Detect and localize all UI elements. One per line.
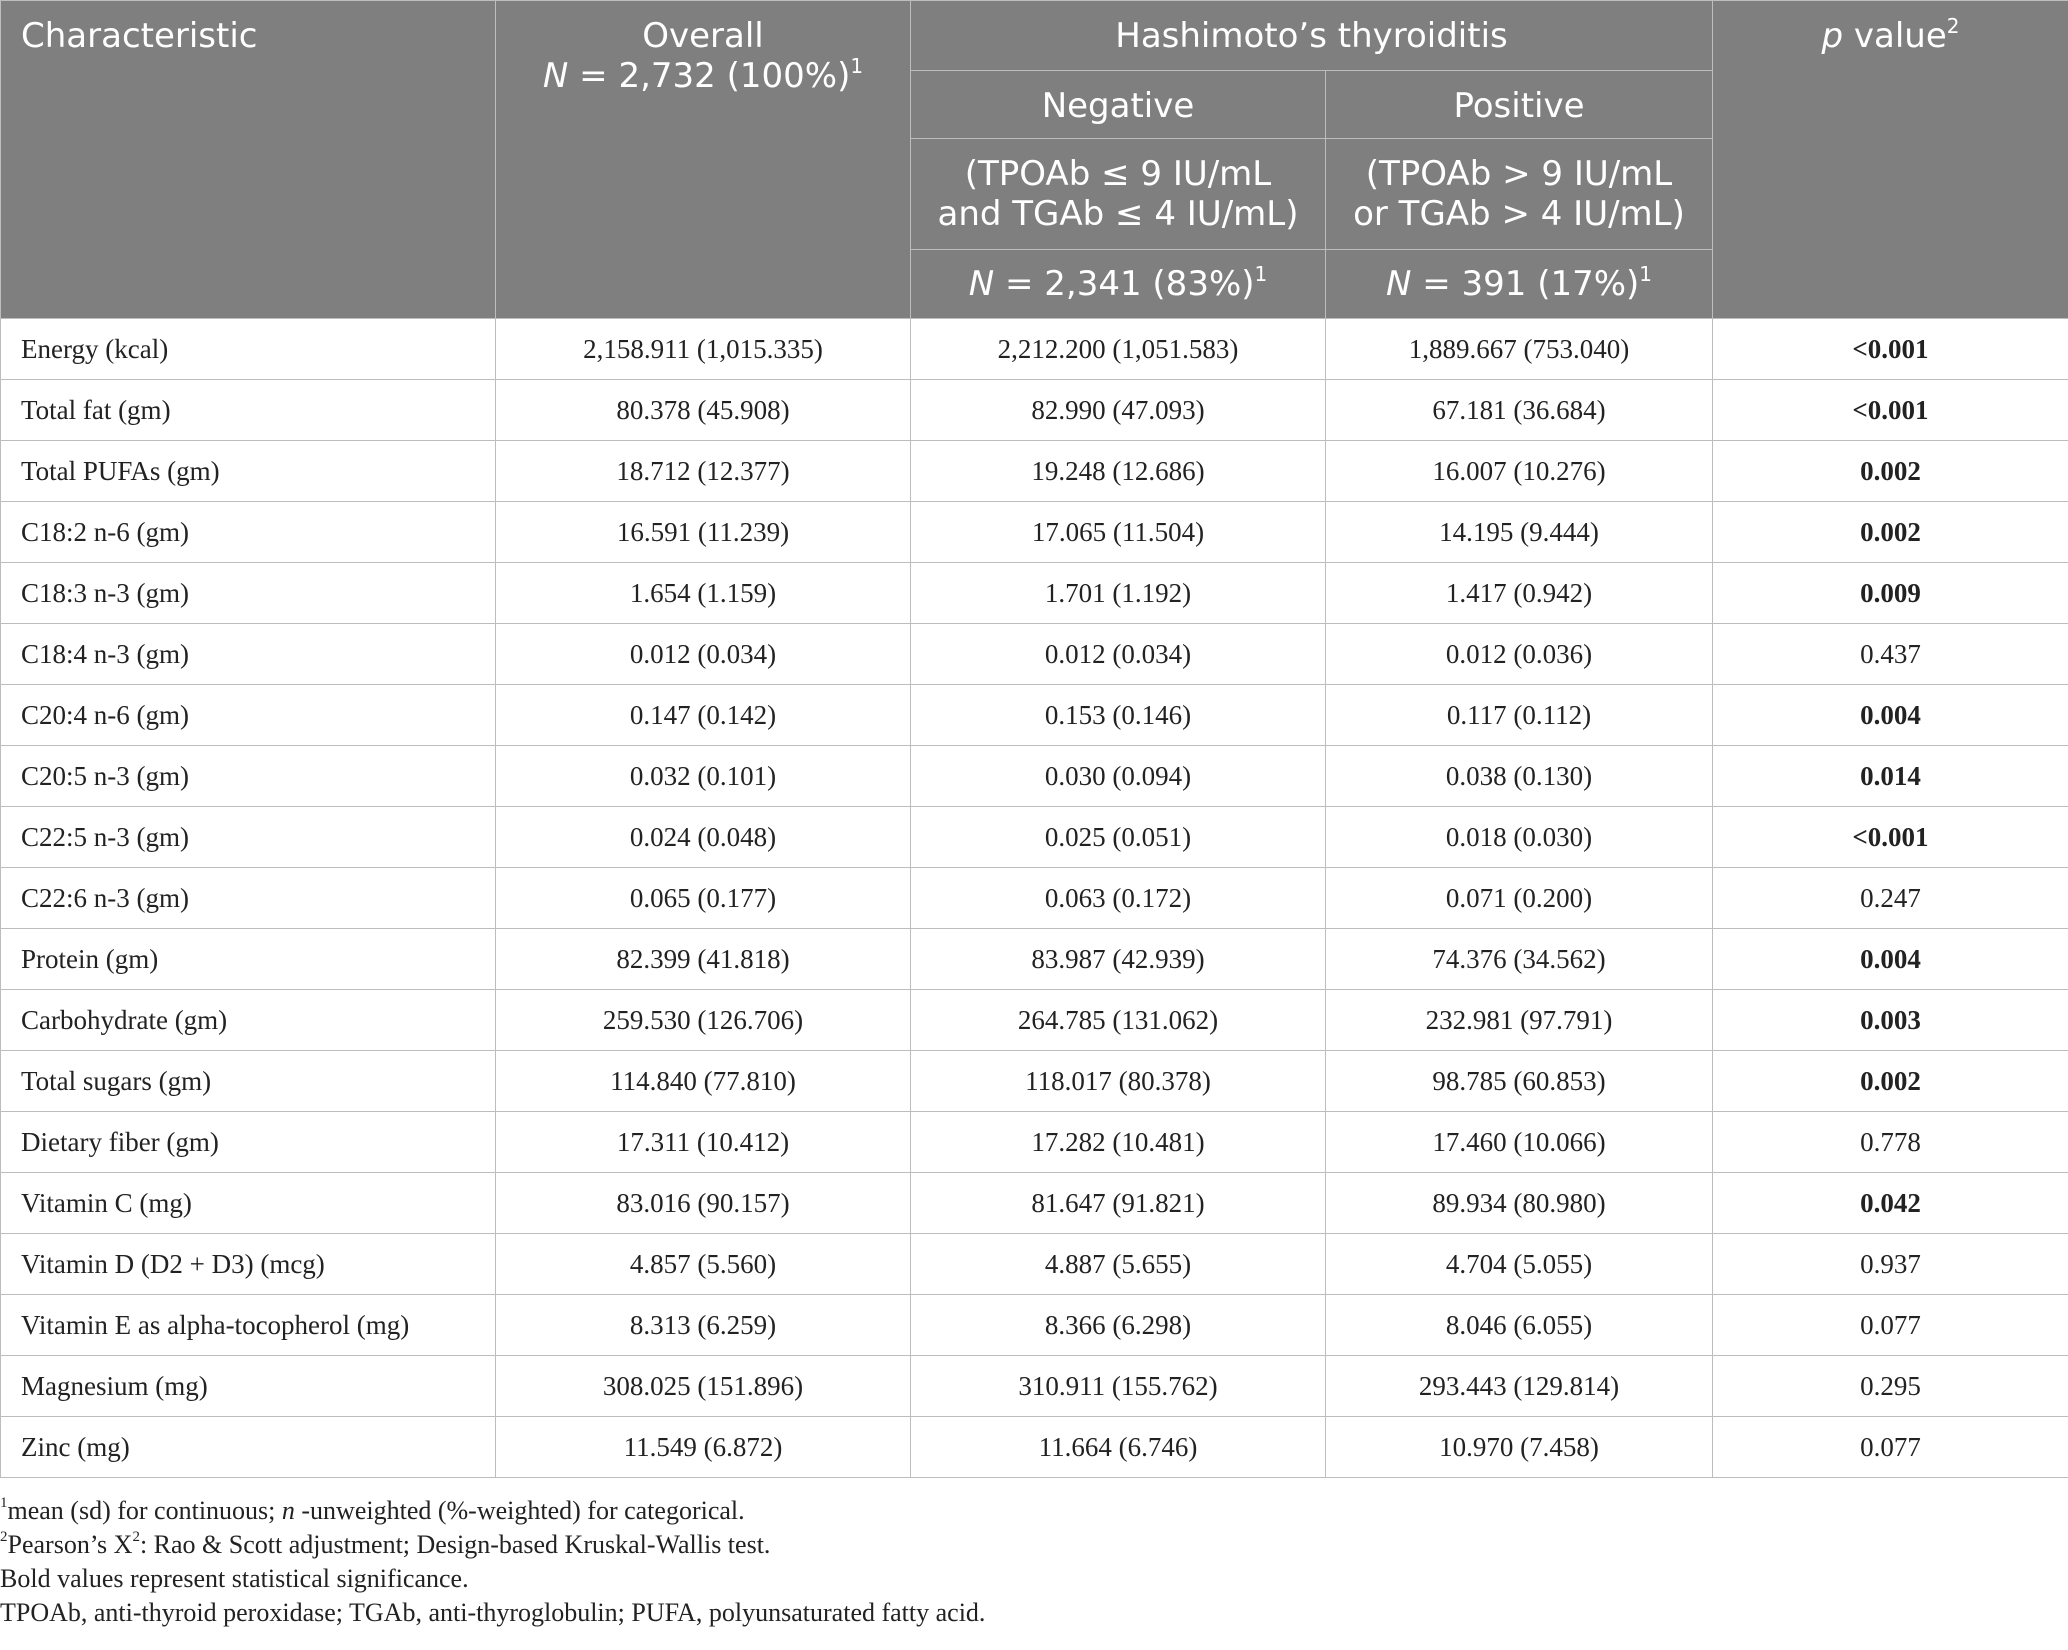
table-row: [1, 807, 2068, 868]
table-header: [1, 1, 2068, 319]
table-row: [1, 380, 2068, 441]
row-label: C20:5 n-3 (gm): [1, 746, 496, 807]
negative-value: 0.030 (0.094): [911, 746, 1326, 807]
header-positive: Positive: [1326, 71, 1713, 139]
positive-value: 8.046 (6.055): [1326, 1295, 1713, 1356]
overall-value: 8.313 (6.259): [496, 1295, 911, 1356]
positive-value: 17.460 (10.066): [1326, 1112, 1713, 1173]
positive-value: 14.195 (9.444): [1326, 502, 1713, 563]
footnote-abbreviations: TPOAb, anti-thyroid peroxidase; TGAb, anti-thyroglobulin; PUFA, polyunsaturated fatty acid.: [0, 1598, 986, 1627]
positive-value: 0.018 (0.030): [1326, 807, 1713, 868]
table-row: [1, 990, 2068, 1051]
positive-value: 1.417 (0.942): [1326, 563, 1713, 624]
row-label: Carbohydrate (gm): [1, 990, 496, 1051]
table-row: [1, 929, 2068, 990]
positive-value: 0.038 (0.130): [1326, 746, 1713, 807]
positive-value: 0.012 (0.036): [1326, 624, 1713, 685]
table-row: [1, 624, 2068, 685]
row-label: Vitamin D (D2 + D3) (mcg): [1, 1234, 496, 1295]
negative-value: 17.065 (11.504): [911, 502, 1326, 563]
row-label: Vitamin E as alpha-tocopherol (mg): [1, 1295, 496, 1356]
p-value: 0.004: [1713, 929, 2068, 990]
negative-value: 0.025 (0.051): [911, 807, 1326, 868]
overall-value: 11.549 (6.872): [496, 1417, 911, 1478]
table-row: [1, 1173, 2068, 1234]
positive-value: 67.181 (36.684): [1326, 380, 1713, 441]
table-row: [1, 1356, 2068, 1417]
negative-value: 0.063 (0.172): [911, 868, 1326, 929]
p-value: 0.295: [1713, 1356, 2068, 1417]
header-overall-n: N = 2,732 $(100\%)^1$: [542, 53, 864, 96]
table-row: [1, 868, 2068, 929]
table-row: [1, 1051, 2068, 1112]
header-characteristic: Characteristic: [1, 1, 496, 319]
row-label: Vitamin C (mg): [1, 1173, 496, 1234]
table-row: [1, 685, 2068, 746]
positive-value: 232.981 (97.791): [1326, 990, 1713, 1051]
p-value: 0.003: [1713, 990, 2068, 1051]
header-overall: [496, 1, 911, 319]
p-value: <0.001: [1713, 807, 2068, 868]
positive-value: 98.785 (60.853): [1326, 1051, 1713, 1112]
overall-value: 0.012 (0.034): [496, 624, 911, 685]
table-row: [1, 1417, 2068, 1478]
row-label: Total fat (gm): [1, 380, 496, 441]
p-value: 0.937: [1713, 1234, 2068, 1295]
table-row: [1, 1234, 2068, 1295]
table-row: [1, 441, 2068, 502]
overall-value: 114.840 (77.810): [496, 1051, 911, 1112]
negative-value: 0.153 (0.146): [911, 685, 1326, 746]
row-label: Total PUFAs (gm): [1, 441, 496, 502]
negative-value: 0.012 (0.034): [911, 624, 1326, 685]
table-row: [1, 746, 2068, 807]
overall-value: 82.399 (41.818): [496, 929, 911, 990]
p-value: 0.077: [1713, 1417, 2068, 1478]
row-label: Energy (kcal): [1, 319, 496, 380]
negative-value: 83.987 (42.939): [911, 929, 1326, 990]
overall-value: 308.025 (151.896): [496, 1356, 911, 1417]
row-label: C20:4 n-6 (gm): [1, 685, 496, 746]
overall-value: 16.591 (11.239): [496, 502, 911, 563]
p-value: <0.001: [1713, 380, 2068, 441]
row-label: Zinc (mg): [1, 1417, 496, 1478]
negative-value: 11.664 (6.746): [911, 1417, 1326, 1478]
footnote-2: $^2$Pearson’s $X^2$: Rao & Scott adjustment; Design-based Kruskal-Wallis test.: [0, 1529, 771, 1559]
negative-value: 8.366 (6.298): [911, 1295, 1326, 1356]
overall-value: 2,158.911 (1,015.335): [496, 319, 911, 380]
header-negative-n: N = 2,341 $(83\%)^1$: [911, 250, 1326, 319]
header-overall-label: Overall: [642, 16, 764, 56]
positive-value: 1,889.667 (753.040): [1326, 319, 1713, 380]
overall-value: 80.378 (45.908): [496, 380, 911, 441]
row-label: C18:2 n-6 (gm): [1, 502, 496, 563]
negative-value: 19.248 (12.686): [911, 441, 1326, 502]
p-value: 0.002: [1713, 502, 2068, 563]
table-row: [1, 1295, 2068, 1356]
overall-value: 0.024 (0.048): [496, 807, 911, 868]
table-row: [1, 319, 2068, 380]
p-value: 0.077: [1713, 1295, 2068, 1356]
p-value: 0.009: [1713, 563, 2068, 624]
overall-value: 0.032 (0.101): [496, 746, 911, 807]
negative-value: 1.701 (1.192): [911, 563, 1326, 624]
table-row: [1, 1112, 2068, 1173]
positive-value: 293.443 (129.814): [1326, 1356, 1713, 1417]
footnote-1: $^1$mean (sd) for continuous; n -unweighted (%-weighted) for categorical.: [0, 1495, 745, 1525]
p-value: 0.004: [1713, 685, 2068, 746]
positive-value: 0.071 (0.200): [1326, 868, 1713, 929]
p-value: <0.001: [1713, 319, 2068, 380]
negative-value: 82.990 (47.093): [911, 380, 1326, 441]
header-p-value: p value$^2$: [1713, 1, 2068, 319]
row-label: C22:6 n-3 (gm): [1, 868, 496, 929]
table-row: [1, 502, 2068, 563]
positive-value: 0.117 (0.112): [1326, 685, 1713, 746]
overall-value: 0.147 (0.142): [496, 685, 911, 746]
overall-value: 17.311 (10.412): [496, 1112, 911, 1173]
p-value: 0.437: [1713, 624, 2068, 685]
overall-value: 259.530 (126.706): [496, 990, 911, 1051]
negative-value: 264.785 (131.062): [911, 990, 1326, 1051]
positive-value: 16.007 (10.276): [1326, 441, 1713, 502]
p-value: 0.002: [1713, 441, 2068, 502]
row-label: C18:3 n-3 (gm): [1, 563, 496, 624]
negative-value: 81.647 (91.821): [911, 1173, 1326, 1234]
overall-value: 0.065 (0.177): [496, 868, 911, 929]
overall-value: 83.016 (90.157): [496, 1173, 911, 1234]
positive-value: 74.376 (34.562): [1326, 929, 1713, 990]
p-value: 0.247: [1713, 868, 2068, 929]
positive-value: 10.970 (7.458): [1326, 1417, 1713, 1478]
row-label: C22:5 n-3 (gm): [1, 807, 496, 868]
header-negative: Negative: [911, 71, 1326, 139]
header-positive-n: N = 391 $(17\%)^1$: [1326, 250, 1713, 319]
negative-value: 4.887 (5.655): [911, 1234, 1326, 1295]
p-value: 0.778: [1713, 1112, 2068, 1173]
overall-value: 4.857 (5.560): [496, 1234, 911, 1295]
negative-value: 310.911 (155.762): [911, 1356, 1326, 1417]
overall-value: 18.712 (12.377): [496, 441, 911, 502]
row-label: Total sugars (gm): [1, 1051, 496, 1112]
overall-value: 1.654 (1.159): [496, 563, 911, 624]
header-positive-criteria: (TPOAb > 9 IU/mL or TGAb > 4 IU/mL): [1326, 139, 1713, 250]
row-label: Magnesium (mg): [1, 1356, 496, 1417]
footnote-bold-note: Bold values represent statistical significance.: [0, 1564, 469, 1593]
row-label: C18:4 n-3 (gm): [1, 624, 496, 685]
table-body: [1, 319, 2068, 1478]
header-hashimoto-group: Hashimoto’s thyroiditis: [911, 1, 1713, 71]
row-label: Protein (gm): [1, 929, 496, 990]
table-row: [1, 563, 2068, 624]
positive-value: 4.704 (5.055): [1326, 1234, 1713, 1295]
p-value: 0.014: [1713, 746, 2068, 807]
negative-value: 118.017 (80.378): [911, 1051, 1326, 1112]
table-footnotes: [0, 1494, 2068, 1630]
negative-value: 2,212.200 (1,051.583): [911, 319, 1326, 380]
positive-value: 89.934 (80.980): [1326, 1173, 1713, 1234]
header-negative-criteria: (TPOAb ≤ 9 IU/mL and TGAb ≤ 4 IU/mL): [911, 139, 1326, 250]
negative-value: 17.282 (10.481): [911, 1112, 1326, 1173]
p-value: 0.002: [1713, 1051, 2068, 1112]
p-value: 0.042: [1713, 1173, 2068, 1234]
row-label: Dietary fiber (gm): [1, 1112, 496, 1173]
